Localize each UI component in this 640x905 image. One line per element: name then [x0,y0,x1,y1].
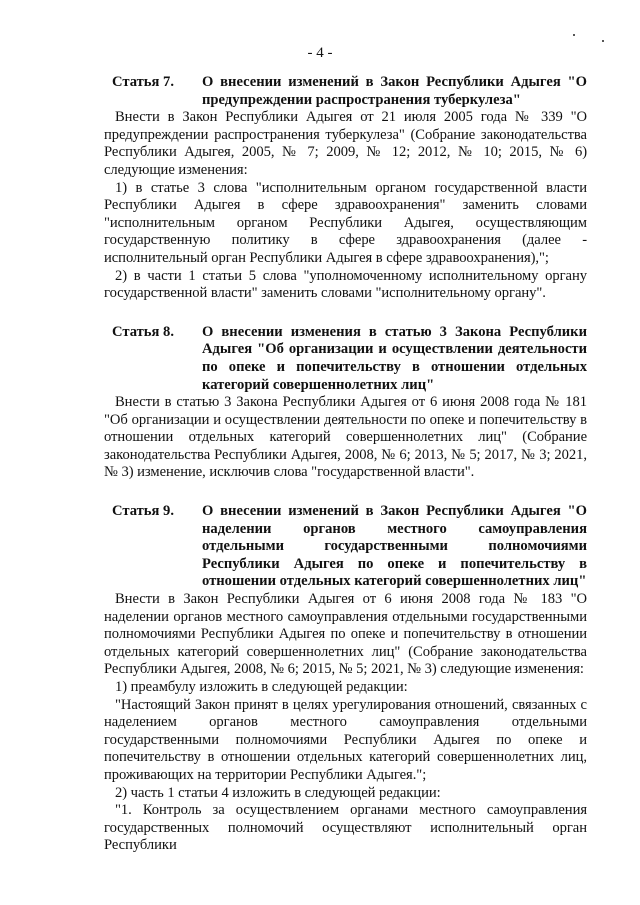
article-heading [112,503,587,591]
article-paragraph: Внести в Закон Республики Адыгея от 6 июня 2008 года № 183 "О наделении органов местного самоуправления отдельными государственными полномочиями Республики Адыгея по опеке и попечительству в отношении отдельных категорий совершеннолетних лиц" (Собрание законодательства Республики Адыгея, 2008, № 6; 2015, № 5; 2021, № 3) следующие изменения: [104,591,587,678]
article-label: Статья 8. [112,323,174,340]
article-paragraph: Внести в статью 3 Закона Республики Адыгея от 6 июня 2008 года № 181 "Об организации и осуществлении деятельности по опеке и попечительству в отношении отдельных категорий совершеннолетних лиц" (Собрание законодательства Республики Адыгея, 2008, № 6; 2013, № 5; 2017, № 3; 2021, № 3) изменение, исключив слова "государственной власти". [104,394,587,481]
article-label: Статья 7. [112,74,174,90]
article-title: О внесении изменений в Закон Республики Адыгея "О предупреждении распространения туберкулеза" [202,74,587,108]
article-heading [112,74,587,109]
article-paragraph: 1) в статье 3 слова "исполнительным органом государственной власти Республики Адыгея в сфере здравоохранения" заменить словами "исполнительным органом Республики Адыгея, осуществляющим государственную политику в сфере здравоохранения (далее - исполнительный орган Республики Адыгея в сфере здравоохранения),"; [104,179,587,266]
article-paragraph: 1) преамбулу изложить в следующей редакции: [115,679,408,695]
article-label: Статья 9. [112,503,174,520]
article-8 [104,324,587,482]
page-number: - 4 - [307,45,333,61]
article-title: О внесении изменений в Закон Республики Адыгея "О наделении органов местного самоуправления отдельными государственными полномочиями Республики Адыгея по опеке и попечительству в отношении отдельных категорий совершеннолетних лиц" [202,503,587,590]
article-paragraph: Внести в Закон Республики Адыгея от 21 июля 2005 года № 339 "О предупреждении распространения туберкулеза" (Собрание законодательства Республики Адыгея, 2005, № 7; 2009, № 12; 2012, № 10; 2015, № 6) следующие изменения: [104,109,587,178]
article-heading [112,324,587,394]
article-7 [104,74,587,303]
article-title: О внесении изменения в статью 3 Закона Республики Адыгея "Об организации и осуществлении деятельности по опеке и попечительству в отношении отдельных категорий совершеннолетних лиц" [202,323,587,393]
document-body [104,74,587,855]
article-paragraph: 2) часть 1 статьи 4 изложить в следующей редакции: [115,784,441,801]
article-9 [104,503,587,855]
article-paragraph: 2) в части 1 статьи 5 слова "уполномоченному исполнительному органу государственной власти" заменить словами "исполнительному органу". [104,267,587,302]
article-paragraph: "Настоящий Закон принят в целях урегулирования отношений, связанных с наделением органов местного самоуправления отдельными государственными полномочиями Республики Адыгея по опеке и попечительству в отношении отдельных категорий совершеннолетних лиц, проживающих на территории Республики Адыгея."; [104,696,587,783]
article-paragraph: "1. Контроль за осуществлением органами местного самоуправления государственных полномочий осуществляют исполнительный орган Республики [104,802,587,854]
